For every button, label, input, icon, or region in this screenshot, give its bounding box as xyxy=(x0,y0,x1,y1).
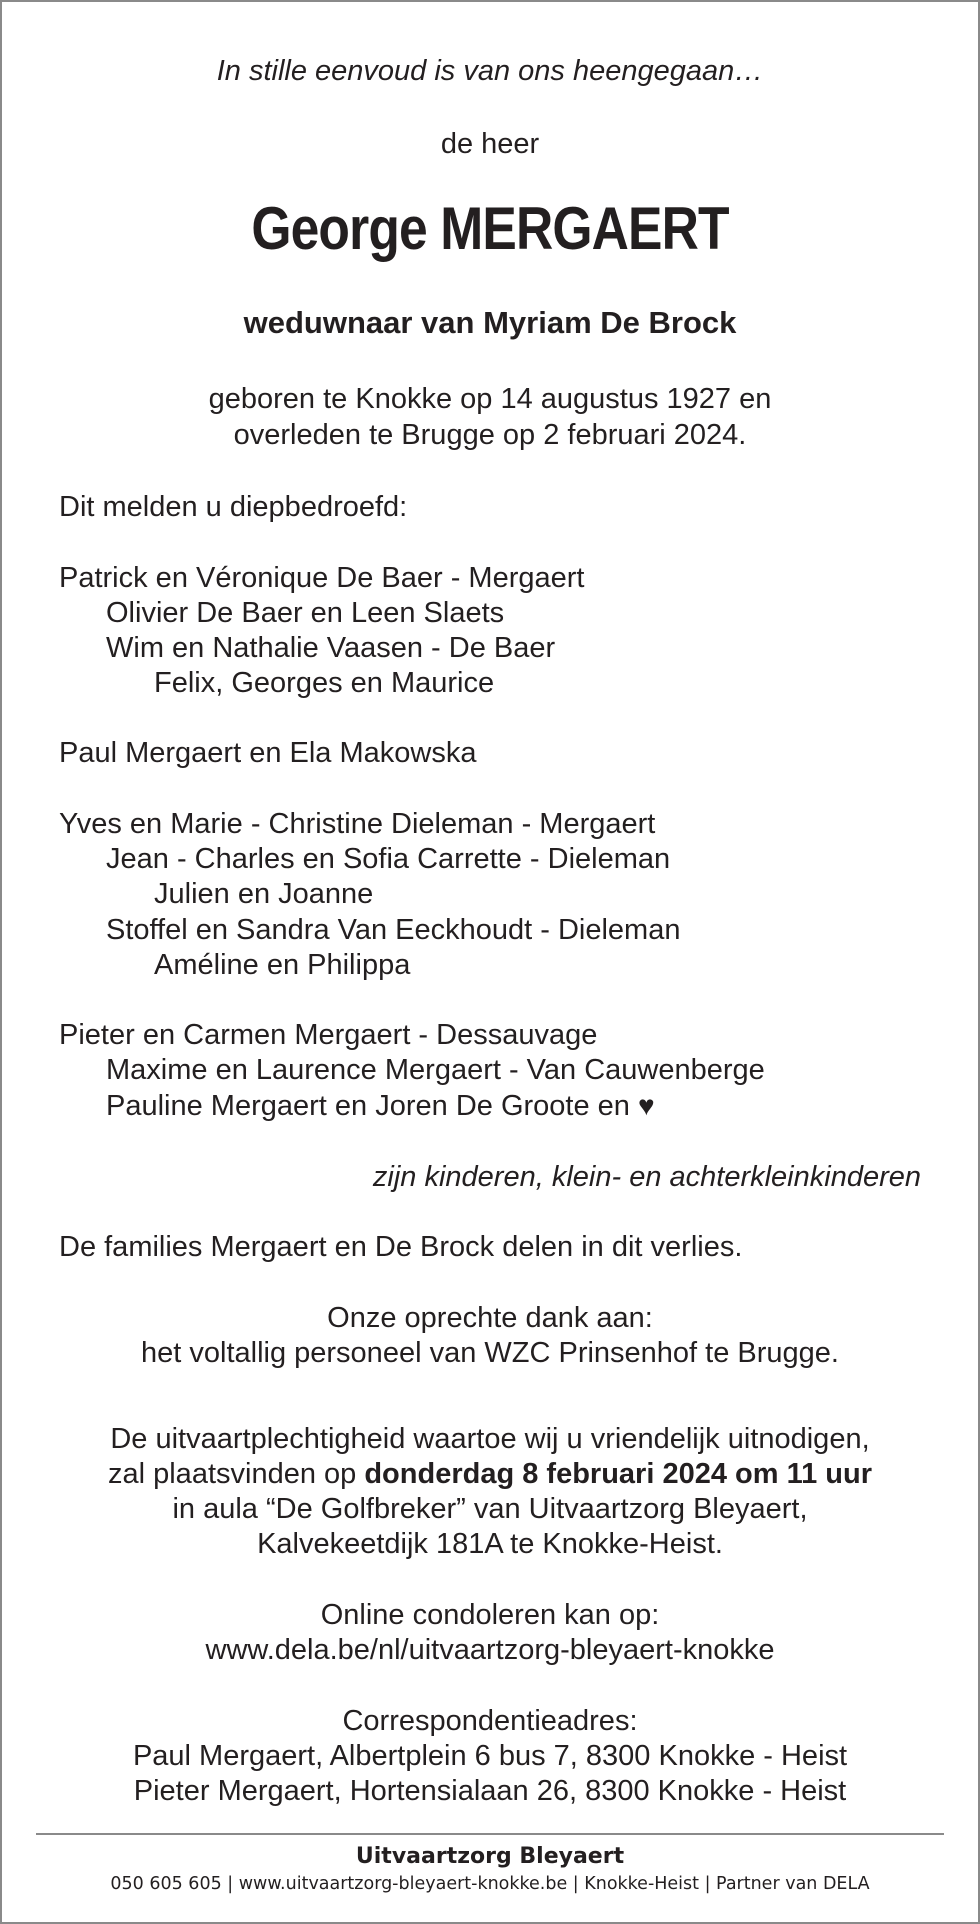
correspondence-heading: Correspondentieadres: xyxy=(342,1705,638,1737)
family-line: Wim en Nathalie Vaasen - De Baer xyxy=(106,632,556,664)
family-line: Yves en Marie - Christine Dieleman - Mergaert xyxy=(59,808,656,840)
funeral-line-2 xyxy=(0,1456,980,1492)
family-line: Stoffel en Sandra Van Eeckhoudt - Dieleman xyxy=(106,914,681,946)
funeral-line-1: De uitvaartplechtigheid waartoe wij u vriendelijk uitnodigen, xyxy=(110,1423,870,1455)
families-note: De families Mergaert en De Brock delen in dit verlies. xyxy=(59,1231,743,1263)
footer-divider xyxy=(36,1833,944,1835)
correspondence-address-2: Pieter Mergaert, Hortensialaan 26, 8300 Knokke - Heist xyxy=(133,1775,847,1807)
announce-line: Dit melden u diepbedroefd: xyxy=(59,491,408,523)
family-line-text: Pauline Mergaert en Joren De Groote en xyxy=(106,1090,630,1122)
online-heading: Online condoleren kan op: xyxy=(320,1599,660,1631)
family-line: Améline en Philippa xyxy=(154,949,411,981)
family-line: Pieter en Carmen Mergaert - Dessauvage xyxy=(59,1019,598,1051)
family-line xyxy=(106,1088,655,1124)
heart-icon: ♥ xyxy=(637,1090,655,1121)
relations-line: zijn kinderen, klein- en achterkleinkinderen xyxy=(372,1161,921,1193)
family-line: Patrick en Véronique De Baer - Mergaert xyxy=(59,562,585,594)
funeral-line-4: Kalvekeetdijk 181A te Knokke-Heist. xyxy=(257,1528,723,1560)
thanks-heading: Onze oprechte dank aan: xyxy=(327,1302,653,1334)
birth-line: geboren te Knokke op 14 augustus 1927 en xyxy=(208,383,772,415)
family-line: Felix, Georges en Maurice xyxy=(154,667,495,699)
family-line: Maxime en Laurence Mergaert - Van Cauwenberge xyxy=(106,1054,765,1086)
intro-line: In stille eenvoud is van ons heengegaan… xyxy=(216,55,764,87)
family-line: Jean - Charles en Sofia Carrette - Dieleman xyxy=(106,843,671,875)
family-line: Paul Mergaert en Ela Makowska xyxy=(59,737,477,769)
funeral-line-3: in aula “De Golfbreker” van Uitvaartzorg Bleyaert, xyxy=(172,1493,808,1525)
title-prefix: de heer xyxy=(440,128,540,160)
footer-contact: 050 605 605 | www.uitvaartzorg-bleyaert-knokke.be | Knokke-Heist | Partner van DELA xyxy=(110,1874,870,1894)
death-line: overleden te Brugge op 2 februari 2024. xyxy=(233,419,747,451)
widower-line: weduwnaar van Myriam De Brock xyxy=(243,305,737,340)
online-link[interactable]: www.dela.be/nl/uitvaartzorg-bleyaert-knokke xyxy=(205,1634,775,1666)
footer-company: Uitvaartzorg Bleyaert xyxy=(355,1844,625,1869)
funeral-date: donderdag 8 februari 2024 om 11 uur xyxy=(364,1458,872,1490)
thanks-line: het voltallig personeel van WZC Prinsenhof te Brugge. xyxy=(141,1337,839,1369)
family-line: Olivier De Baer en Leen Slaets xyxy=(106,597,505,629)
family-line: Julien en Joanne xyxy=(154,878,374,910)
correspondence-address-1: Paul Mergaert, Albertplein 6 bus 7, 8300 Knokke - Heist xyxy=(132,1740,848,1772)
deceased-name: George MERGAERT xyxy=(251,195,729,262)
funeral-line-2-prefix: zal plaatsvinden op xyxy=(107,1458,357,1490)
